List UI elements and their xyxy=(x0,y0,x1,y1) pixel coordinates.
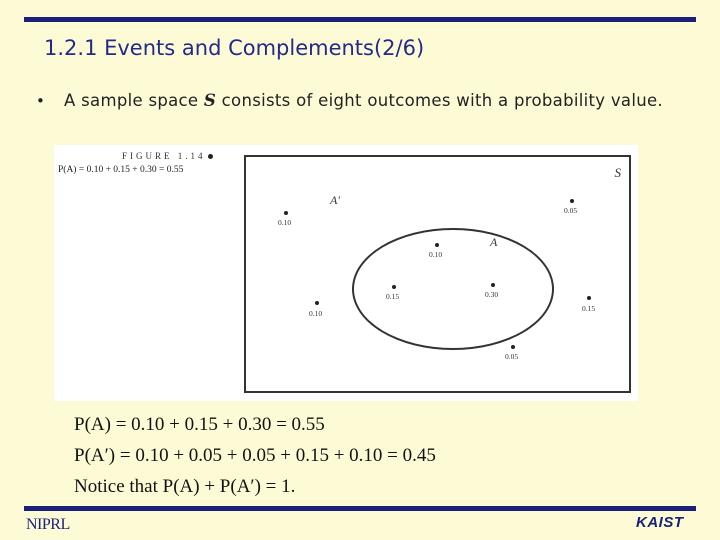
top-divider-bar xyxy=(24,17,696,22)
outcome-point xyxy=(491,283,495,287)
bullet-text-end: consists of eight outcomes with a probability value. xyxy=(216,91,663,110)
outcome-label: 0.05 xyxy=(505,352,519,361)
sample-space-label: S xyxy=(614,165,621,180)
outcome-point xyxy=(587,296,591,300)
outcome-label: 0.30 xyxy=(485,290,499,299)
equation-p-a: P(A) = 0.10 + 0.15 + 0.30 = 0.55 xyxy=(74,414,325,435)
outcome-label: 0.10 xyxy=(309,309,323,318)
equation-notice: Notice that P(A) + P(A′) = 1. xyxy=(74,476,296,497)
sample-space-figure xyxy=(54,145,638,401)
figure-caption: FIGURE 1.14 xyxy=(122,151,206,161)
sample-space-box xyxy=(244,155,631,393)
event-a-ellipse xyxy=(352,228,554,350)
bullet-text xyxy=(64,90,684,111)
outcome-point xyxy=(315,301,319,305)
complement-label: A′ xyxy=(330,193,340,207)
outcome-point xyxy=(511,345,515,349)
outcome-label: 0.10 xyxy=(429,250,443,259)
bullet-text-start: A sample space xyxy=(64,91,204,110)
sample-space-symbol: S xyxy=(203,91,217,110)
bottom-divider-bar xyxy=(24,506,696,511)
outcome-label: 0.05 xyxy=(564,206,578,215)
event-a-label: A xyxy=(490,235,498,249)
outcome-point xyxy=(284,211,288,215)
figure-caption-dot xyxy=(208,154,213,159)
outcome-label: 0.15 xyxy=(386,292,400,301)
outcome-label: 0.15 xyxy=(582,304,596,313)
kaist-logo: KAIST xyxy=(636,514,684,531)
equation-p-a-complement: P(A′) = 0.10 + 0.05 + 0.05 + 0.15 + 0.10 = 0.45 xyxy=(74,445,436,466)
outcome-point xyxy=(435,243,439,247)
footer-lab-name: NIPRL xyxy=(26,516,70,533)
bullet-marker: • xyxy=(36,92,45,110)
slide-title: 1.2.1 Events and Complements(2/6) xyxy=(44,36,425,60)
outcome-label: 0.10 xyxy=(278,218,292,227)
probability-equations xyxy=(74,414,436,507)
outcome-point xyxy=(392,285,396,289)
figure-formula: P(A) = 0.10 + 0.15 + 0.30 = 0.55 xyxy=(58,165,184,175)
outcome-point xyxy=(570,199,574,203)
